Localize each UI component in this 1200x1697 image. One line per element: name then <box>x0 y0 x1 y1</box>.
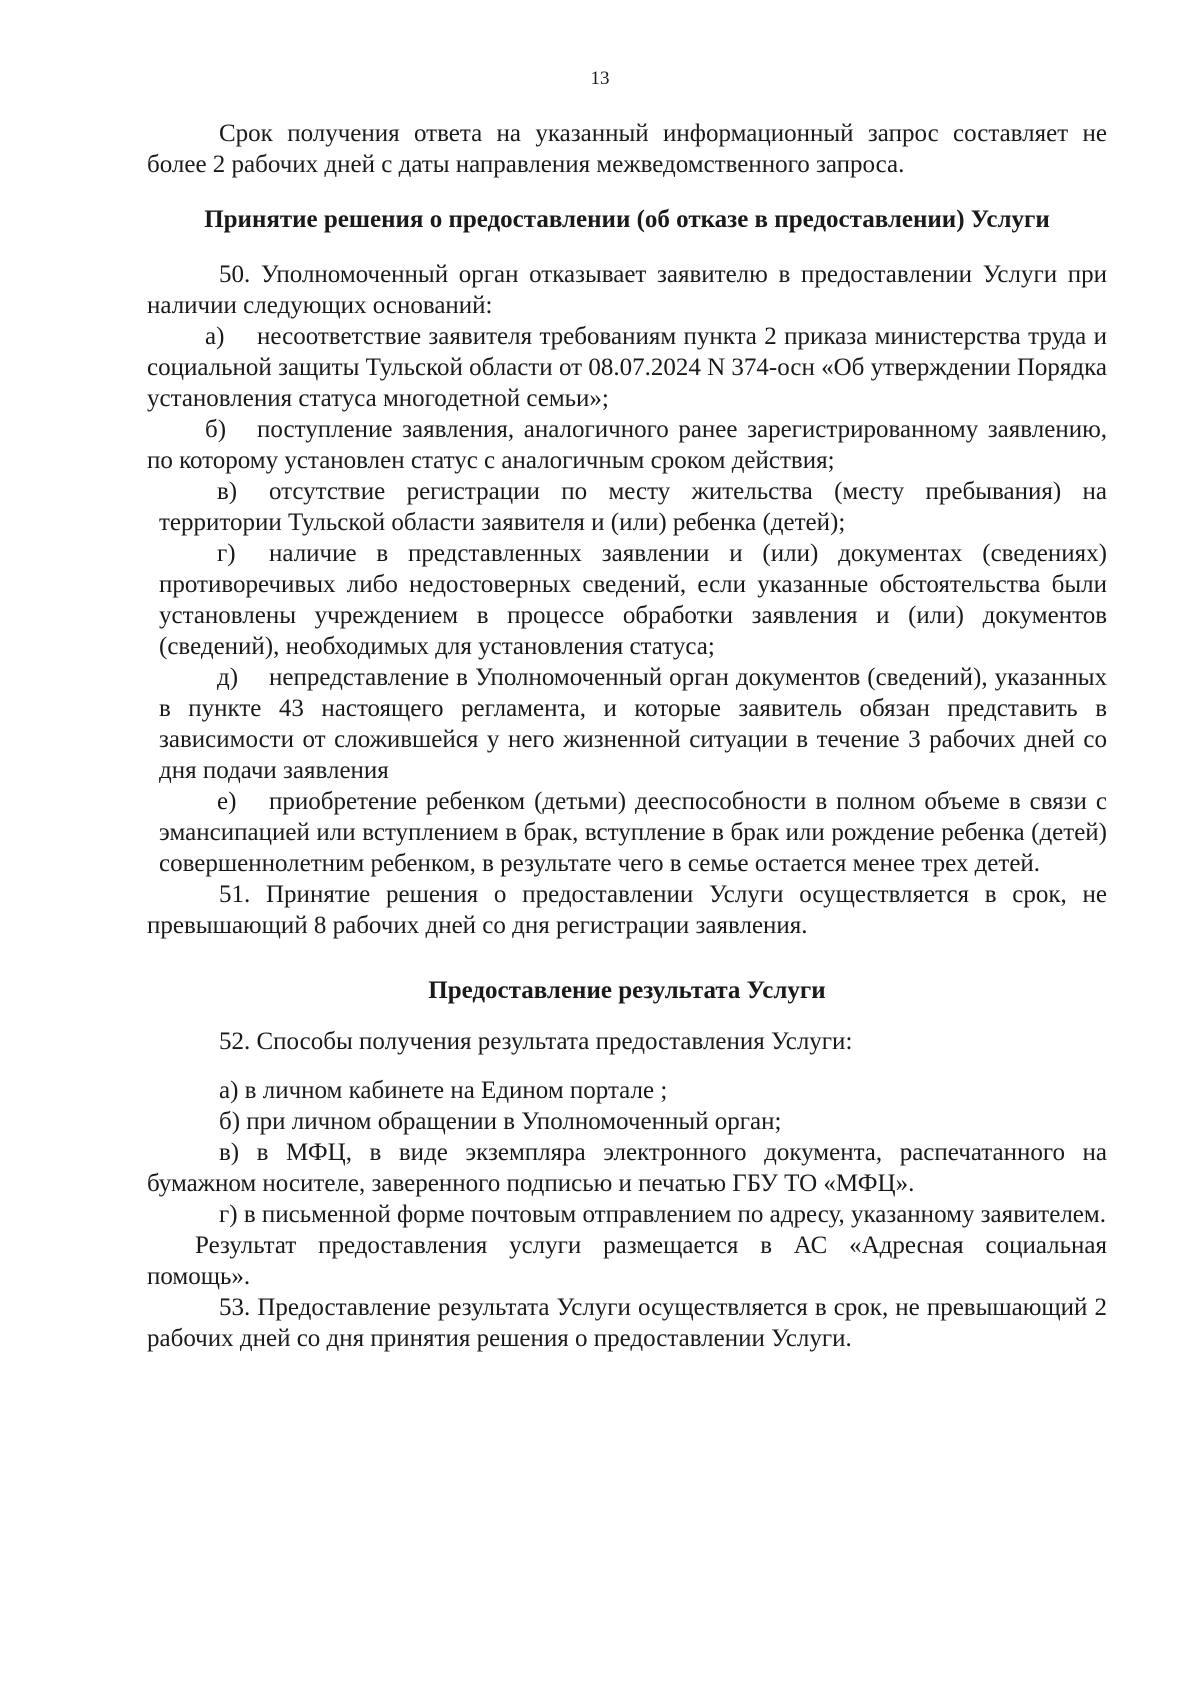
paragraph-52: 52. Способы получения результата предоставления Услуги: <box>219 1028 853 1055</box>
refusal-item-g <box>147 538 1107 662</box>
item-marker: д) <box>217 664 239 691</box>
method-item-v: в) в МФЦ, в виде экземпляра электронного документа, распечатанного на бумажном носителе, заверенного подписью и печатью ГБУ ТО «МФЦ». <box>147 1139 1107 1197</box>
refusal-item-b <box>147 414 1107 476</box>
item-marker: в) <box>217 478 238 505</box>
refusal-item-d <box>147 662 1107 786</box>
item-text: несоответствие заявителя требованиям пункта 2 приказа министерства труда и социальной защиты Тульской области от 08.07.2024 N 374-осн «Об утверждении Порядка установления статуса многодетной семьи»; <box>147 323 1107 412</box>
section-heading-result: Предоставление результата Услуги <box>428 977 826 1004</box>
item-text: приобретение ребенком (детьми) дееспособности в полном объеме в связи с эмансипацией или вступлением в брак, вступление в брак или рождение ребенка (детей) совершеннолетним ребенком, в результате чего в семье остается менее трех детей. <box>159 788 1107 877</box>
result-note: Результат предоставления услуги размещается в АС «Адресная социальная помощь». <box>147 1232 1107 1290</box>
item-marker: а) <box>205 323 225 350</box>
method-item-g: г) в письменной форме почтовым отправлением по адресу, указанному заявителем. <box>219 1201 1106 1228</box>
item-text: непредставление в Уполномоченный орган документов (сведений), указанных в пункте 43 настоящего регламента, и которые заявитель обязан представить в зависимости от сложившейся у него жизненной ситуации в течение 3 рабочих дней со дня подачи заявления <box>159 664 1107 784</box>
intro-paragraph: Срок получения ответа на указанный информационный запрос составляет не более 2 рабочих дней с даты направления межведомственного запроса. <box>147 120 1107 178</box>
item-marker: г) <box>217 540 236 567</box>
paragraph-53: 53. Предоставление результата Услуги осуществляется в срок, не превышающий 2 рабочих дней со дня принятия решения о предоставлении Услуги. <box>147 1294 1107 1352</box>
item-text: поступление заявления, аналогичного ранее зарегистрированному заявлению, по которому установлен статус с аналогичным сроком действия; <box>147 416 1107 474</box>
refusal-item-a <box>147 321 1107 414</box>
method-item-b: б) при личном обращении в Уполномоченный орган; <box>219 1108 782 1135</box>
paragraph-50: 50. Уполномоченный орган отказывает заявителю в предоставлении Услуги при наличии следующих оснований: <box>147 261 1107 319</box>
item-marker: е) <box>217 788 237 815</box>
paragraph-51: 51. Принятие решения о предоставлении Услуги осуществляется в срок, не превышающий 8 рабочих дней со дня регистрации заявления. <box>147 881 1107 939</box>
refusal-item-e <box>147 786 1107 879</box>
document-body <box>147 118 1107 1354</box>
refusal-item-v <box>147 476 1107 538</box>
method-item-a: а) в личном кабинете на Едином портале ; <box>219 1077 668 1104</box>
item-text: отсутствие регистрации по месту жительства (месту пребывания) на территории Тульской области заявителя и (или) ребенка (детей); <box>159 478 1107 536</box>
item-marker: б) <box>205 416 227 443</box>
section-heading-decision: Принятие решения о предоставлении (об отказе в предоставлении) Услуги <box>204 206 1050 233</box>
page-number: 13 <box>590 68 610 89</box>
item-text: наличие в представленных заявлении и (или) документах (сведениях) противоречивых либо недостоверных сведений, если указанные обстоятельства были установлены учреждением в процессе обработки заявления и (или) документов (сведений), необходимых для установления статуса; <box>159 540 1107 660</box>
